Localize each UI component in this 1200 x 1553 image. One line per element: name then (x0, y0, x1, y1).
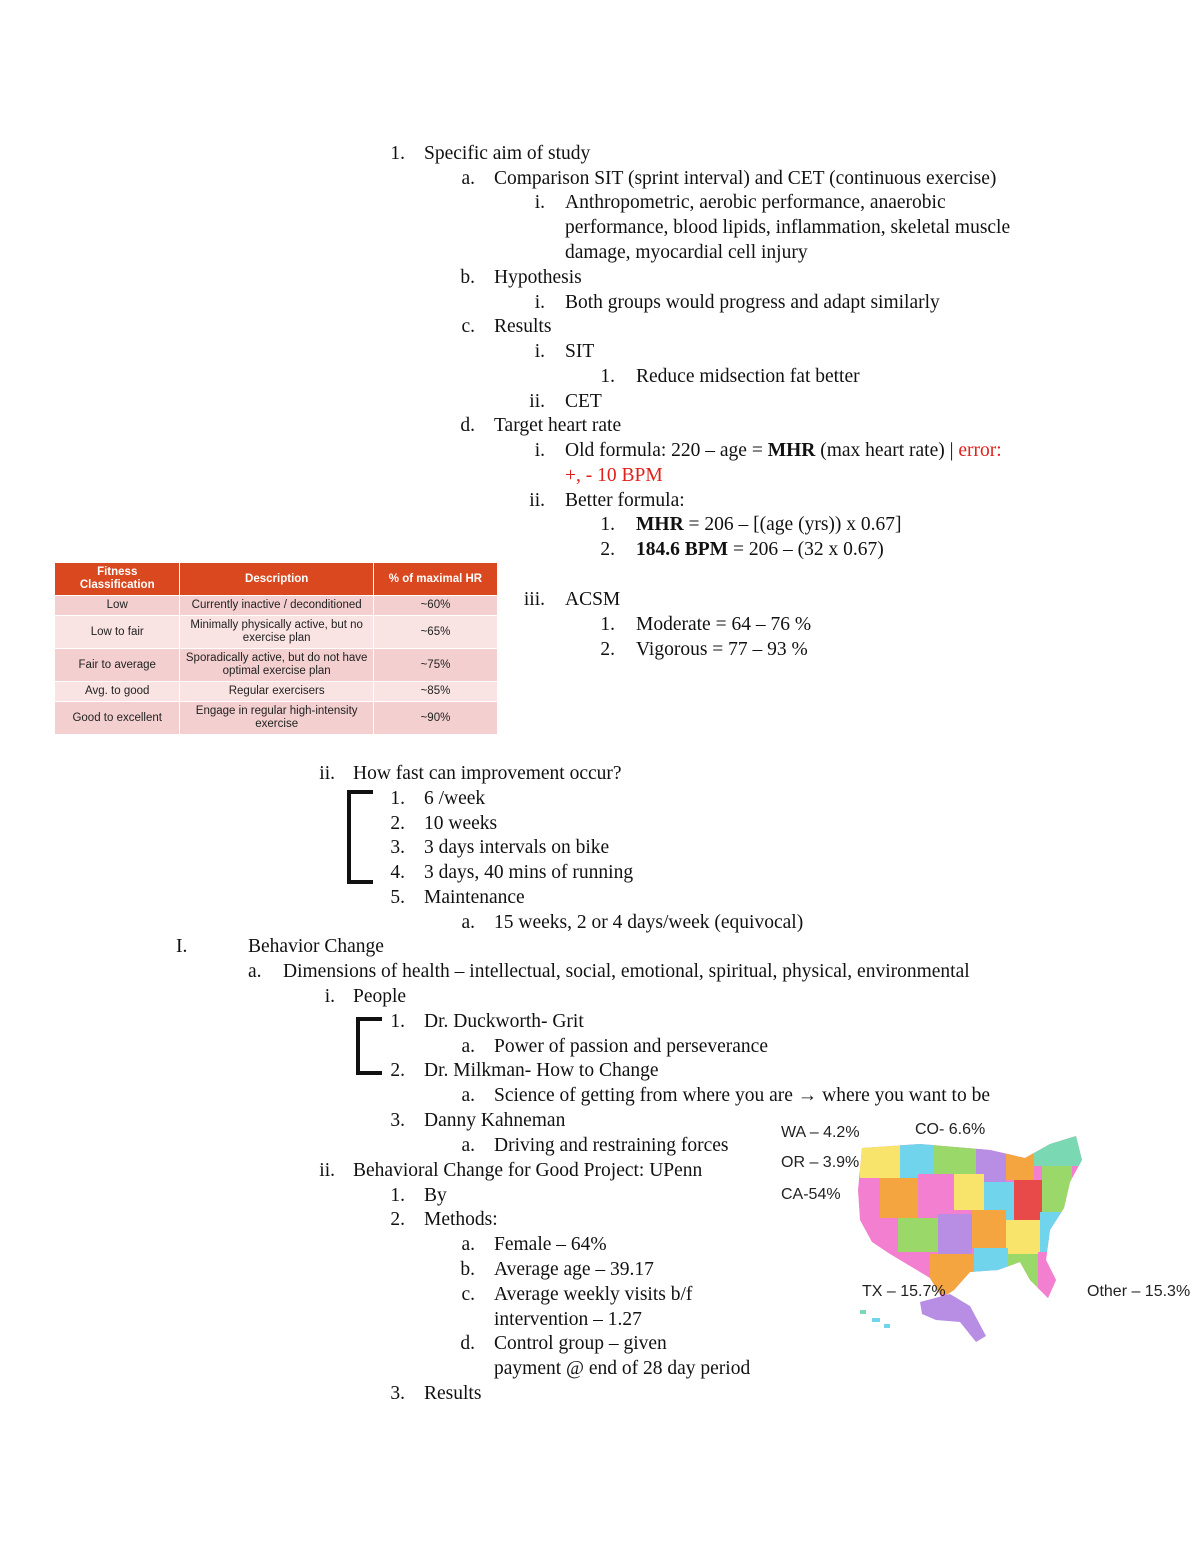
old-formula: Old formula: 220 – age = MHR (max heart rate) | error: (565, 440, 1002, 461)
list-marker: i. (534, 440, 545, 461)
table-row (55, 682, 498, 702)
list-marker: 3. (390, 1383, 405, 1404)
behavior-heading: Behavior Change (248, 936, 384, 957)
list-marker: ii. (319, 763, 335, 784)
old-formula-error: +, - 10 BPM (565, 465, 663, 486)
person-kahneman: Danny Kahneman (424, 1110, 566, 1131)
list-marker: a. (461, 1085, 475, 1106)
aim-measures-line2: performance, blood lipids, inflammation, skeletal muscle (565, 217, 1011, 238)
project-by: By (424, 1185, 447, 1206)
hypothesis-text: Both groups would progress and adapt similarly (565, 292, 940, 313)
acsm-heading: ACSM (565, 589, 621, 610)
method-age: Average age – 39.17 (494, 1259, 654, 1280)
table-header-row (55, 563, 498, 596)
table-header-classification: Fitness Classification (55, 563, 180, 596)
improvement-item: 3 days intervals on bike (424, 837, 610, 858)
list-marker: 4. (390, 862, 405, 883)
map-label-tx: TX – 15.7% (862, 1283, 946, 1300)
list-marker: a. (248, 961, 262, 982)
aim-measures-line1: Anthropometric, aerobic performance, anaerobic (565, 192, 946, 213)
acsm-vigorous: Vigorous = 77 – 93 % (636, 639, 808, 660)
table-cell: Low (55, 596, 180, 616)
list-marker: 1. (390, 143, 405, 164)
methods-heading: Methods: (424, 1209, 498, 1230)
list-marker: ii. (529, 490, 545, 511)
map-label-co: CO- 6.6% (915, 1121, 986, 1138)
table-cell: Engage in regular high-intensity exercise (180, 702, 373, 735)
table-cell: Avg. to good (55, 682, 180, 702)
acsm-moderate: Moderate = 64 – 76 % (636, 614, 812, 635)
list-marker: 2. (600, 639, 615, 660)
project-heading: Behavioral Change for Good Project: UPenn (353, 1160, 703, 1181)
table-cell: ~90% (373, 702, 497, 735)
kahneman-detail: Driving and restraining forces (494, 1135, 729, 1156)
list-marker: iii. (523, 589, 545, 610)
list-marker: 3. (390, 837, 405, 858)
aim-heading: Specific aim of study (424, 143, 591, 164)
list-marker: a. (461, 1135, 475, 1156)
improvement-item: 6 /week (424, 788, 486, 809)
map-label-wa: WA – 4.2% (781, 1124, 860, 1141)
improvement-item: Maintenance (424, 887, 525, 908)
us-map-image (850, 1130, 1090, 1350)
dimensions-of-health: Dimensions of health – intellectual, social, emotional, spiritual, physical, environmental (283, 961, 970, 982)
table-cell: Fair to average (55, 649, 180, 682)
target-hr-heading: Target heart rate (494, 415, 622, 436)
table-cell: Minimally physically active, but no exercise plan (180, 616, 373, 649)
list-marker: c. (461, 1284, 475, 1305)
method-visits-line1: Average weekly visits b/f (494, 1284, 693, 1305)
results-item: Results (424, 1383, 482, 1404)
maintenance-detail: 15 weeks, 2 or 4 days/week (equivocal) (494, 912, 804, 933)
fitness-classification-table (55, 563, 498, 734)
method-control-line2: payment @ end of 28 day period (494, 1358, 751, 1379)
list-marker: b. (460, 1259, 475, 1280)
list-marker: i. (534, 341, 545, 362)
person-milkman: Dr. Milkman- How to Change (424, 1060, 659, 1081)
list-marker: I. (176, 936, 188, 957)
map-label-or: OR – 3.9% (781, 1154, 860, 1171)
list-marker: b. (460, 267, 475, 288)
map-label-ca: CA-54% (781, 1186, 841, 1203)
list-marker: i. (324, 986, 335, 1007)
table-cell: ~65% (373, 616, 497, 649)
list-marker: 1. (390, 1185, 405, 1206)
table-cell: Currently inactive / deconditioned (180, 596, 373, 616)
improvement-item: 3 days, 40 mins of running (424, 862, 634, 883)
table-cell: Good to excellent (55, 702, 180, 735)
person-duckworth: Dr. Duckworth- Grit (424, 1011, 584, 1032)
table-row (55, 649, 498, 682)
table-cell: Low to fair (55, 616, 180, 649)
hypothesis-heading: Hypothesis (494, 267, 582, 288)
method-control-line1: Control group – given (494, 1333, 667, 1354)
table-cell: Regular exercisers (180, 682, 373, 702)
list-marker: 2. (390, 1060, 405, 1081)
results-cet: CET (565, 391, 602, 412)
list-marker: 2. (390, 813, 405, 834)
list-marker: ii. (319, 1160, 335, 1181)
list-marker: 1. (390, 788, 405, 809)
aim-measures-line3: damage, myocardial cell injury (565, 242, 808, 263)
duckworth-detail: Power of passion and perseverance (494, 1036, 768, 1057)
table-cell: ~60% (373, 596, 497, 616)
table-header-description: Description (180, 563, 373, 596)
list-marker: d. (460, 1333, 475, 1354)
table-row (55, 702, 498, 735)
list-marker: a. (461, 1036, 475, 1057)
aim-comparison: Comparison SIT (sprint interval) and CET (continuous exercise) (494, 168, 997, 189)
list-marker: d. (460, 415, 475, 436)
better-formula-mhr: MHR = 206 – [(age (yrs)) x 0.67] (636, 514, 902, 535)
list-marker: 1. (600, 366, 615, 387)
list-marker: 1. (600, 614, 615, 635)
better-formula-heading: Better formula: (565, 490, 685, 511)
list-marker: c. (461, 316, 475, 337)
list-marker: 5. (390, 887, 405, 908)
table-cell: Sporadically active, but do not have optimal exercise plan (180, 649, 373, 682)
milkman-detail: Science of getting from where you are → where you want to be (494, 1085, 990, 1106)
table-row (55, 596, 498, 616)
map-label-other: Other – 15.3% (1087, 1283, 1191, 1300)
better-formula-example: 184.6 BPM = 206 – (32 x 0.67) (636, 539, 884, 560)
improvement-item: 10 weeks (424, 813, 498, 834)
list-marker: a. (461, 168, 475, 189)
list-marker: i. (534, 192, 545, 213)
results-sit: SIT (565, 341, 595, 362)
list-marker: 3. (390, 1110, 405, 1131)
results-sit-detail: Reduce midsection fat better (636, 366, 860, 387)
improvement-heading: How fast can improvement occur? (353, 763, 622, 784)
list-marker: 2. (390, 1209, 405, 1230)
table-cell: ~75% (373, 649, 497, 682)
table-row (55, 616, 498, 649)
list-marker: a. (461, 912, 475, 933)
list-marker: 2. (600, 539, 615, 560)
list-marker: i. (534, 292, 545, 313)
list-marker: ii. (529, 391, 545, 412)
results-heading: Results (494, 316, 552, 337)
table-cell: ~85% (373, 682, 497, 702)
table-header-percent: % of maximal HR (373, 563, 497, 596)
list-marker: 1. (390, 1011, 405, 1032)
method-visits-line2: intervention – 1.27 (494, 1309, 642, 1330)
list-marker: a. (461, 1234, 475, 1255)
method-female: Female – 64% (494, 1234, 607, 1255)
people-heading: People (353, 986, 407, 1007)
list-marker: 1. (600, 514, 615, 535)
